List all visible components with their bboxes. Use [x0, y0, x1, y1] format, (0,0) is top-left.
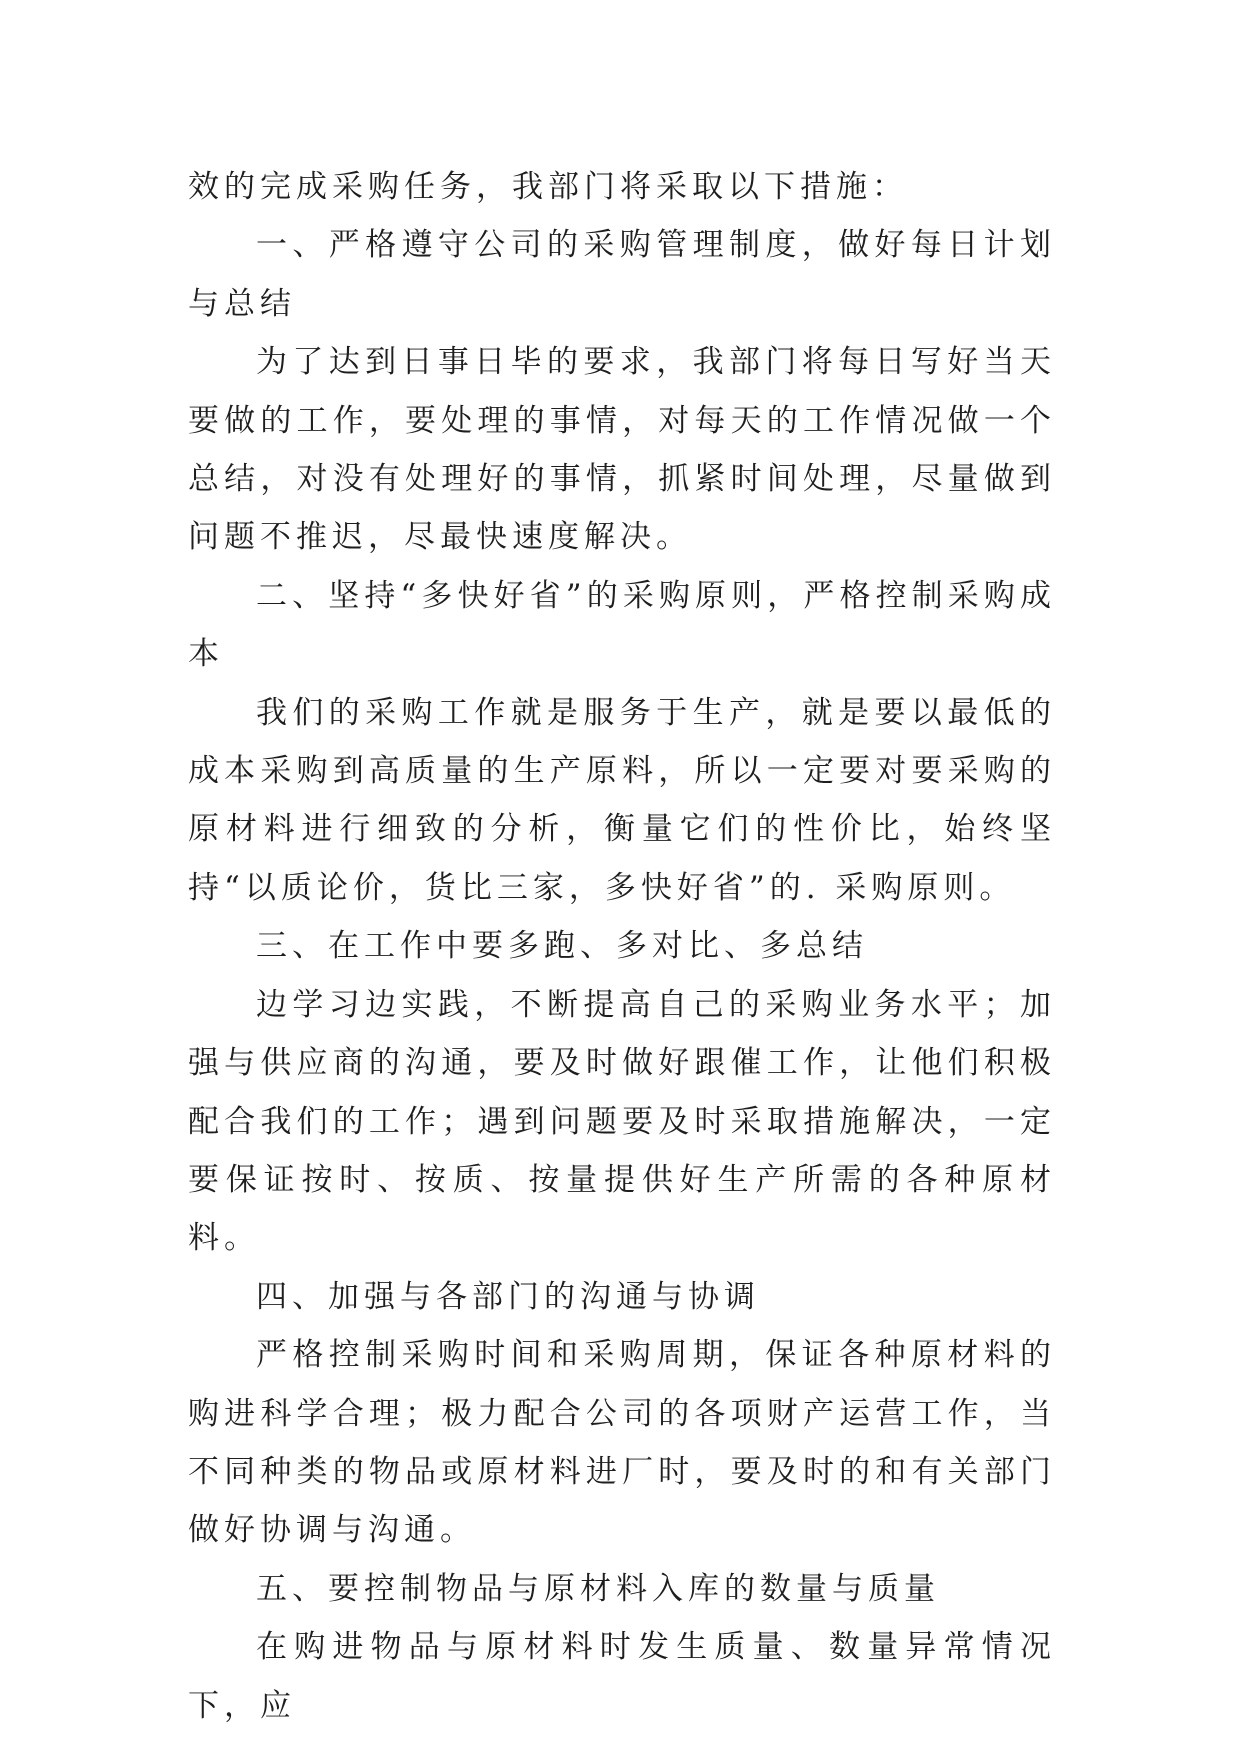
heading-measure-5: 五、要控制物品与原材料入库的数量与质量 [256, 1570, 940, 1607]
heading-measure-3: 三、在工作中要多跑、多对比、多总结 [256, 928, 868, 965]
paragraph-measure-3: 边学习边实践，不断提高自己的采购业务水平；加强与供应商的沟通，要及时做好跟催工作，让他们积极配合我们的工作；遇到问题要及时采取措施解决，一定要保证按时、按质、按量提供好生产所需的各种原材料。 [188, 986, 1056, 1257]
paragraph-measure-5: 在购进物品与原材料时发生质量、数量异常情况下，应 [188, 1629, 1056, 1724]
document-body [188, 158, 1056, 1735]
heading-measure-4: 四、加强与各部门的沟通与协调 [256, 1278, 760, 1315]
paragraph-measure-1: 为了达到日事日毕的要求，我部门将每日写好当天要做的工作，要处理的事情，对每天的工作情况做一个总结，对没有处理好的事情，抓紧时间处理，尽量做到问题不推迟，尽最快速度解决。 [188, 344, 1056, 556]
heading-measure-1: 一、严格遵守公司的采购管理制度，做好每日计划与总结 [188, 227, 1056, 322]
paragraph-measure-4: 严格控制采购时间和采购周期，保证各种原材料的购进科学合理；极力配合公司的各项财产运营工作，当不同种类的物品或原材料进厂时，要及时的和有关部门做好协调与沟通。 [188, 1337, 1056, 1549]
paragraph-intro: 效的完成采购任务，我部门将采取以下措施： [188, 169, 908, 205]
heading-measure-2: 二、坚持“多快好省”的采购原则，严格控制采购成本 [188, 577, 1056, 673]
paragraph-measure-2: 我们的采购工作就是服务于生产，就是要以最低的成本采购到高质量的生产原料，所以一定要对要采购的原材料进行细致的分析，衡量它们的性价比，始终坚持“以质论价，货比三家，多快好省”的. 采购原则。 [188, 694, 1056, 906]
